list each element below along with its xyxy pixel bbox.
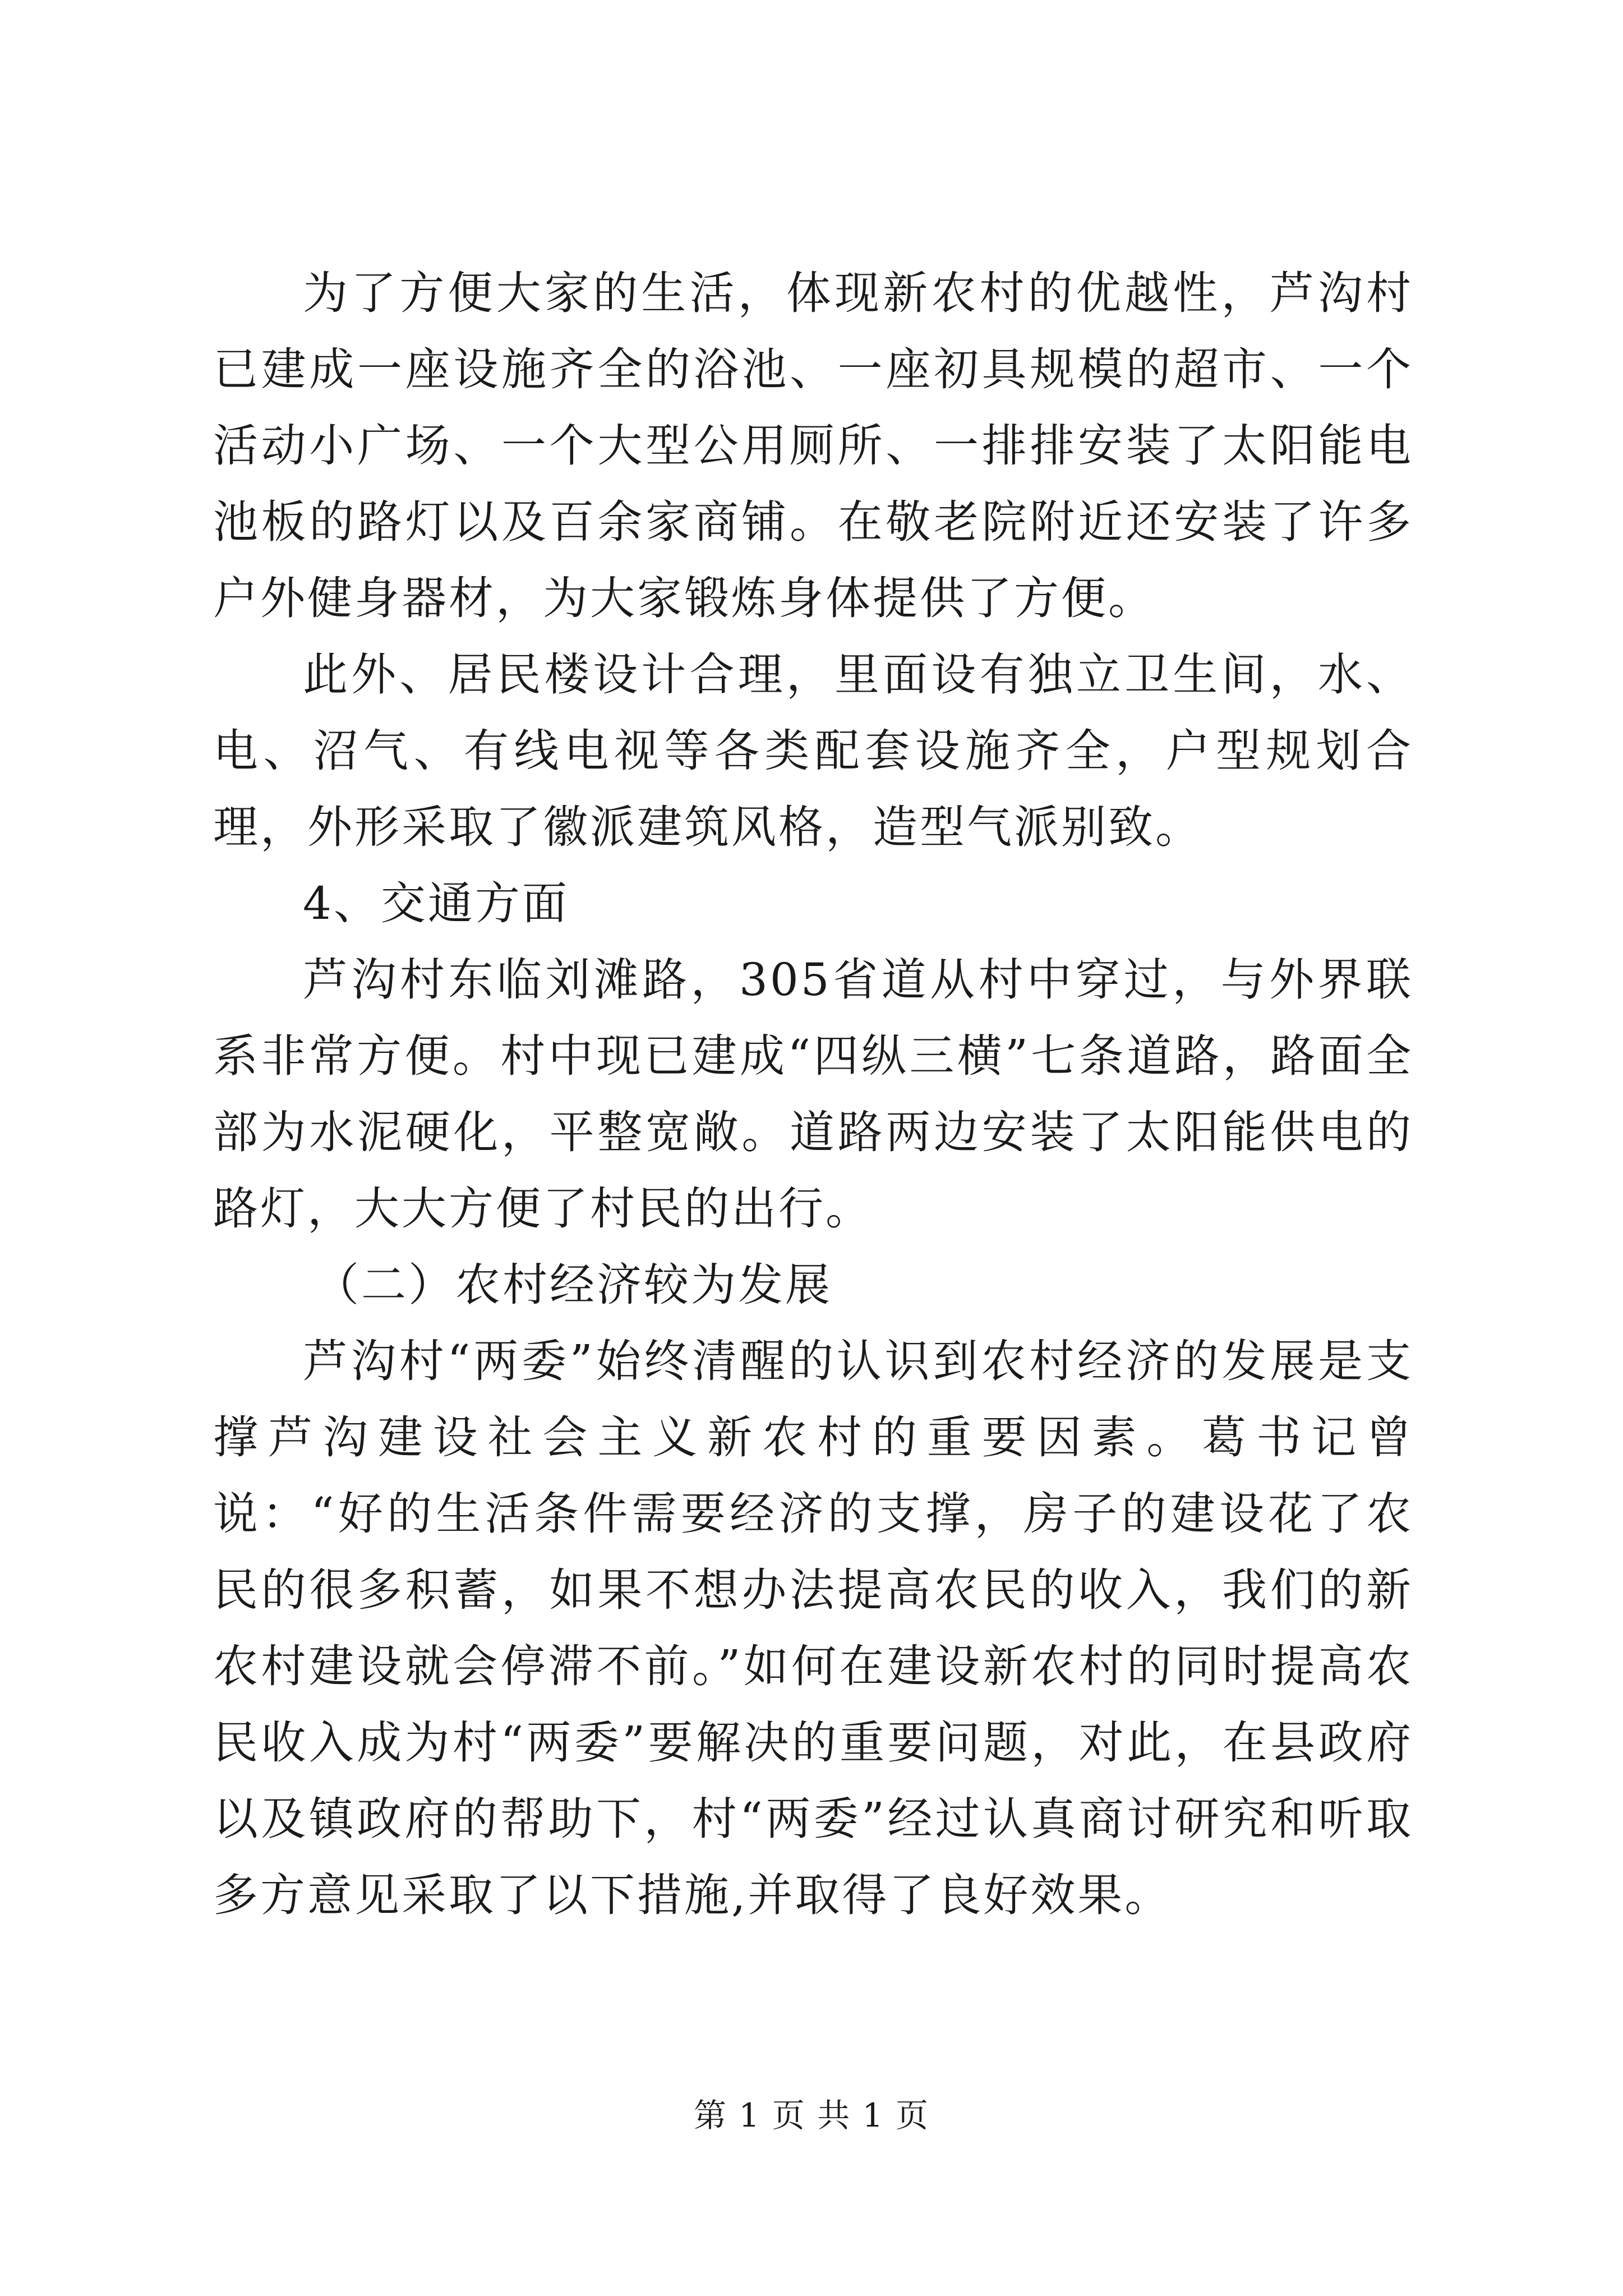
document-body bbox=[213, 255, 1413, 1934]
section-heading-transport: 4、交通方面 bbox=[303, 877, 569, 930]
paragraph-economy: 芦沟村“两委”始终清醒的认识到农村经济的发展是支撑芦沟建设社会主义新农村的重要因素。葛书记曾说：“好的生活条件需要经济的支撑，房子的建设花了农民的很多积蓄，如果不想办法提高农民的收入，我们的新农村建设就会停滞不前。”如何在建设新农村的同时提高农民收入成为村“两委”要解决的重要问题，对此，在县政府以及镇政府的帮助下，村“两委”经过认真商讨研究和听取多方意见采取了以下措施,并取得了良好效果。 bbox=[213, 1335, 1413, 1921]
page-footer: 第 1 页 共 1 页 bbox=[694, 2096, 929, 2134]
paragraph-transport: 芦沟村东临刘滩路，305省道从村中穿过，与外界联系非常方便。村中现已建成“四纵三横”七条道路，路面全部为水泥硬化，平整宽敞。道路两边安装了太阳能供电的路灯，大大方便了村民的出行。 bbox=[213, 954, 1413, 1235]
section-heading-economy: （二）农村经济较为发展 bbox=[314, 1259, 832, 1311]
paragraph-residential-buildings: 此外、居民楼设计合理，里面设有独立卫生间，水、电、沼气、有线电视等各类配套设施齐全，户型规划合理，外形采取了徽派建筑风格，造型气派别致。 bbox=[213, 648, 1413, 853]
paragraph-facilities: 为了方便大家的生活，体现新农村的优越性，芦沟村已建成一座设施齐全的浴池、一座初具规模的超市、一个活动小广场、一个大型公用厕所、一排排安装了太阳能电池板的路灯以及百余家商铺。在敬老院附近还安装了许多户外健身器材，为大家锻炼身体提供了方便。 bbox=[213, 267, 1413, 624]
